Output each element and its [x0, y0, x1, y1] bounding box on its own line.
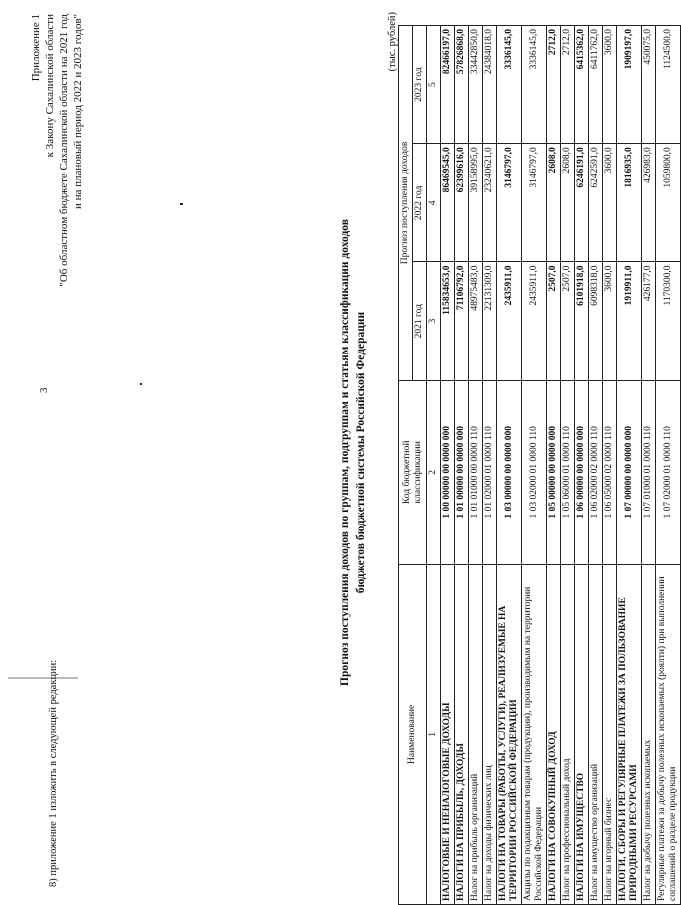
row-value-2023: 2712,0	[561, 26, 575, 144]
row-code: 1 06 02000 02 0000 110	[589, 380, 603, 564]
document-title-line-1: Прогноз поступления доходов по группам, подгруппам и статьям классификации доходов	[339, 219, 351, 686]
header-code-line-1: Код бюджетной	[401, 440, 412, 505]
row-value-2021: 2507,0	[561, 262, 575, 380]
table-row	[497, 26, 522, 905]
row-value-2021: 71106792,0	[455, 262, 469, 380]
table-row	[455, 26, 469, 905]
row-value-2023: 3600,0	[603, 26, 617, 144]
row-code: 1 06 00000 00 0000 000	[575, 380, 589, 564]
row-code: 1 01 02000 01 0000 110	[483, 380, 497, 564]
row-value-2021: 6101918,0	[575, 262, 589, 380]
header-forecast: Прогноз поступления доходов	[399, 26, 413, 381]
row-value-2022: 1059800,0	[656, 144, 681, 262]
table-row	[483, 26, 497, 905]
column-number: 5	[427, 26, 441, 144]
row-value-2023: 57826868,0	[455, 26, 469, 144]
row-code: 1 00 00000 00 0000 000	[441, 380, 455, 564]
row-value-2023: 3336145,0	[497, 26, 522, 144]
header-name: Наименование	[399, 564, 427, 904]
row-value-2021: 48975483,0	[469, 262, 483, 380]
row-name: Налог на доходы физических лиц	[483, 564, 497, 904]
row-name: НАЛОГИ НА ПРИБЫЛЬ, ДОХОДЫ	[455, 564, 469, 904]
column-number: 2	[427, 380, 441, 564]
table-row	[603, 26, 617, 905]
row-name: Налог на профессиональный доход	[561, 564, 575, 904]
row-value-2022: 2608,0	[547, 144, 561, 262]
row-name: Акцизы по подакцизным товарам (продукции), производимым на территории Российской Федерации	[522, 564, 547, 904]
scan-dot	[180, 203, 183, 205]
row-value-2022: 426983,0	[642, 144, 656, 262]
intro-line: 8) приложение 1 изложить в следующей редакции:	[48, 659, 59, 887]
table-row	[469, 26, 483, 905]
row-value-2023: 1909197,0	[617, 26, 642, 144]
revenue-forecast-table	[398, 25, 681, 905]
table-row	[589, 26, 603, 905]
row-code: 1 03 02000 01 0000 110	[522, 380, 547, 564]
row-name: Налог на игорный бизнес	[603, 564, 617, 904]
units-note: (тыс. рублей)	[387, 12, 398, 72]
table-row	[547, 26, 561, 905]
appendix-line-4: и на плановый период 2022 и 2023 годов"	[72, 14, 84, 210]
row-value-2021: 2507,0	[547, 262, 561, 380]
table-row	[561, 26, 575, 905]
row-code: 1 03 00000 00 0000 000	[497, 380, 522, 564]
row-value-2022: 86469545,0	[441, 144, 455, 262]
header-year-2022: 2022 год	[413, 144, 427, 262]
table-row	[617, 26, 642, 905]
row-code: 1 05 00000 00 0000 000	[547, 380, 561, 564]
row-value-2022: 2608,0	[561, 144, 575, 262]
row-value-2022: 3146797,0	[497, 144, 522, 262]
row-name: НАЛОГОВЫЕ И НЕНАЛОГОВЫЕ ДОХОДЫ	[441, 564, 455, 904]
row-value-2023: 450075,0	[642, 26, 656, 144]
row-value-2021: 115834653,0	[441, 262, 455, 380]
row-name: Регулярные платежи за добычу полезных ископаемых (роялти) при выполнении соглашений о разделе продукции	[656, 564, 681, 904]
document-title-line-2: бюджетов бюджетной системы Российской Федерации	[355, 311, 367, 594]
row-name: Налог на добычу полезных ископаемых	[642, 564, 656, 904]
appendix-line-2: к Закону Сахалинской области	[44, 14, 56, 158]
table-row	[642, 26, 656, 905]
row-name: Налог на прибыль организаций	[469, 564, 483, 904]
row-value-2022: 39158995,0	[469, 144, 483, 262]
row-value-2021: 2435911,0	[497, 262, 522, 380]
row-name: НАЛОГИ, СБОРЫ И РЕГУЛЯРНЫЕ ПЛАТЕЖИ ЗА ПОЛЬЗОВАНИЕ ПРИРОДНЫМИ РЕСУРСАМИ	[617, 564, 642, 904]
row-value-2022: 3146797,0	[522, 144, 547, 262]
header-year-2023: 2023 год	[413, 26, 427, 144]
page-number: 3	[38, 387, 50, 393]
table-body	[441, 26, 681, 905]
row-name: НАЛОГИ НА СОВОКУПНЫЙ ДОХОД	[547, 564, 561, 904]
scan-dot	[140, 383, 142, 385]
row-code: 1 07 00000 00 0000 000	[617, 380, 642, 564]
row-value-2022: 3600,0	[603, 144, 617, 262]
header-code-line-2: классификации	[412, 441, 423, 504]
row-value-2022: 1816935,0	[617, 144, 642, 262]
column-number: 4	[427, 144, 441, 262]
row-value-2023: 2712,0	[547, 26, 561, 144]
column-number: 3	[427, 262, 441, 380]
row-value-2023: 3336145,0	[522, 26, 547, 144]
row-value-2021: 22131309,0	[483, 262, 497, 380]
row-name: Налог на имущество организаций	[589, 564, 603, 904]
row-value-2022: 62399616,0	[455, 144, 469, 262]
row-code: 1 06 05000 02 0000 110	[603, 380, 617, 564]
row-value-2022: 6242591,0	[589, 144, 603, 262]
table-row	[656, 26, 681, 905]
header-code	[399, 380, 427, 564]
row-value-2023: 24384018,0	[483, 26, 497, 144]
row-code: 1 01 00000 00 0000 000	[455, 380, 469, 564]
scan-artifact-line	[8, 677, 78, 679]
row-value-2022: 23240621,0	[483, 144, 497, 262]
column-number: 1	[427, 564, 441, 904]
table-row	[441, 26, 455, 905]
row-value-2023: 33442850,0	[469, 26, 483, 144]
row-value-2023: 1124500,0	[656, 26, 681, 144]
appendix-line-1: Приложение 1	[30, 14, 42, 82]
row-code: 1 07 02000 01 0000 110	[656, 380, 681, 564]
row-value-2021: 1919911,0	[617, 262, 642, 380]
row-value-2021: 426177,0	[642, 262, 656, 380]
row-code: 1 07 01000 01 0000 110	[642, 380, 656, 564]
row-value-2021: 1170300,0	[656, 262, 681, 380]
row-value-2023: 6415362,0	[575, 26, 589, 144]
table-row	[522, 26, 547, 905]
header-year-2021: 2021 год	[413, 262, 427, 380]
row-name: НАЛОГИ НА ТОВАРЫ (РАБОТЫ, УСЛУГИ), РЕАЛИЗУЕМЫЕ НА ТЕРРИТОРИИ РОССИЙСКОЙ ФЕДЕРАЦИИ	[497, 564, 522, 904]
row-value-2022: 6246191,0	[575, 144, 589, 262]
row-value-2021: 2435911,0	[522, 262, 547, 380]
row-value-2023: 6411762,0	[589, 26, 603, 144]
row-name: НАЛОГИ НА ИМУЩЕСТВО	[575, 564, 589, 904]
row-value-2021: 6098318,0	[589, 262, 603, 380]
row-value-2023: 82466197,0	[441, 26, 455, 144]
row-code: 1 01 01000 00 0000 110	[469, 380, 483, 564]
appendix-line-3: "Об областном бюджете Сахалинской области на 2021 год	[58, 14, 70, 287]
row-value-2021: 3600,0	[603, 262, 617, 380]
table-row	[575, 26, 589, 905]
row-code: 1 05 06000 01 0000 110	[561, 380, 575, 564]
